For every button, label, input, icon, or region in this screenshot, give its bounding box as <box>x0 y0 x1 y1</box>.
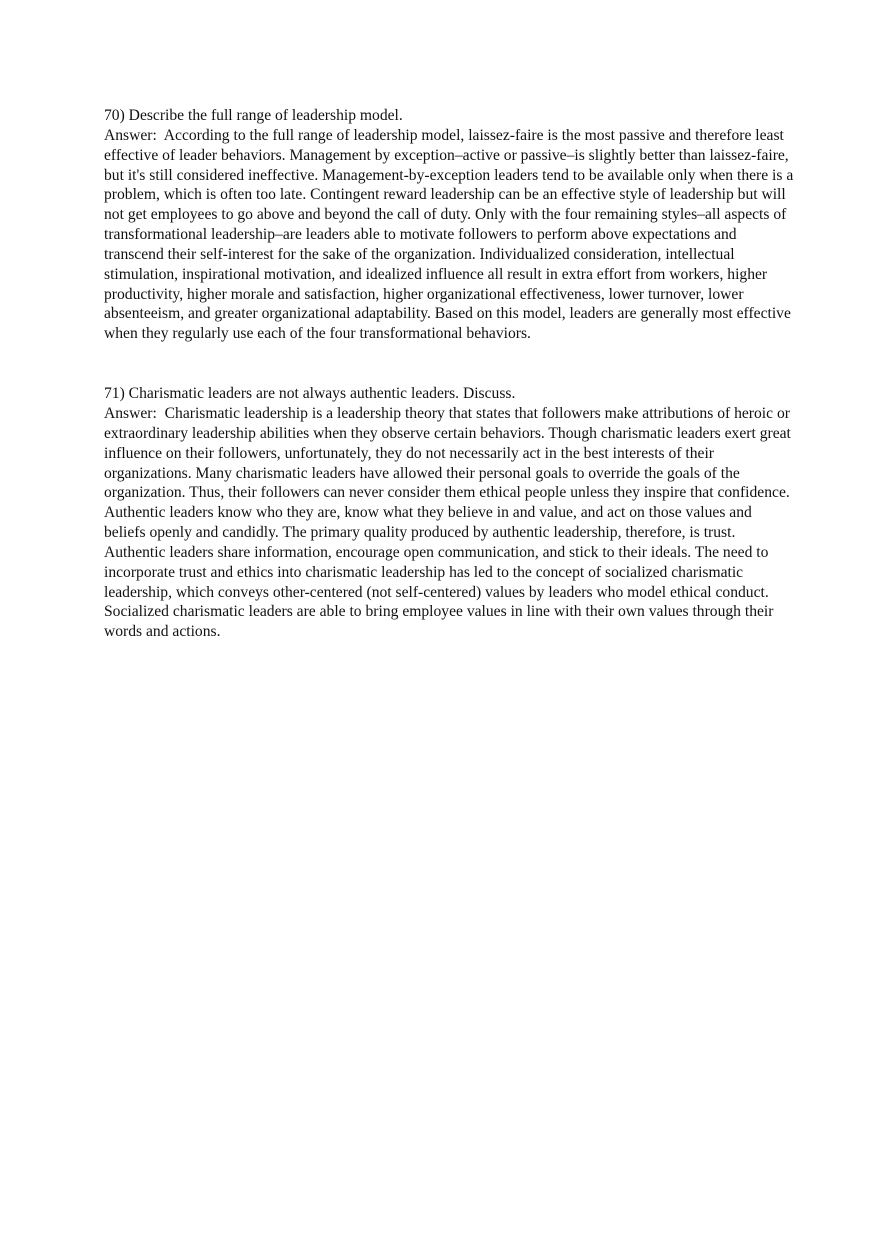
document-content <box>104 106 794 642</box>
question-block-71 <box>104 384 794 642</box>
question-block-70 <box>104 106 794 344</box>
answer-text: According to the full range of leadership model, laissez-faire is the most passive and therefore least effective of leader behaviors. Management by exception–active or passive–is slightly better than laissez-faire, but it's still considered ineffective. Management-by-exception leaders tend to be available only when there is a problem, which is often too late. Contingent reward leadership can be an effective style of leadership but will not get employees to go above and beyond the call of duty. Only with the four remaining styles–all aspects of transformational leadership–are leaders able to motivate followers to perform above expectations and transcend their self-interest for the sake of the organization. Individualized consideration, intellectual stimulation, inspirational motivation, and idealized influence all result in extra effort from workers, higher productivity, higher morale and satisfaction, higher organizational effectiveness, lower turnover, lower absenteeism, and greater organizational adaptability. Based on this model, leaders are generally most effective when they regularly use each of the four transformational behaviors. <box>104 126 794 343</box>
question-text: 70) Describe the full range of leadership model. <box>104 107 403 124</box>
question-text: 71) Charismatic leaders are not always authentic leaders. Discuss. <box>104 385 516 403</box>
answer-label: Answer: <box>104 126 164 144</box>
answer-paragraph <box>104 126 794 344</box>
answer-paragraph <box>104 404 794 642</box>
answer-label: Answer: <box>104 404 165 422</box>
answer-text: Charismatic leadership is a leadership theory that states that followers make attributions of heroic or extraordinary leadership abilities when they observe certain behaviors. Though charismatic leaders exert great influence on their followers, unfortunately, they do not necessarily act in the best interests of their organizations. Many charismatic leaders have allowed their personal goals to override the goals of the organization. Thus, their followers can never consider them ethical people unless they inspire that confidence. Authentic leaders know who they are, know what they believe in and value, and act on those values and beliefs openly and candidly. The primary quality produced by authentic leadership, therefore, is trust. Authentic leaders share information, encourage open communication, and stick to their ideals. The need to incorporate trust and ethics into charismatic leadership has led to the concept of socialized charismatic leadership, which conveys other-centered (not self-centered) values by leaders who model ethical conduct. Socialized charismatic leaders are able to bring employee values in line with their own values through their words and actions. <box>104 404 791 641</box>
